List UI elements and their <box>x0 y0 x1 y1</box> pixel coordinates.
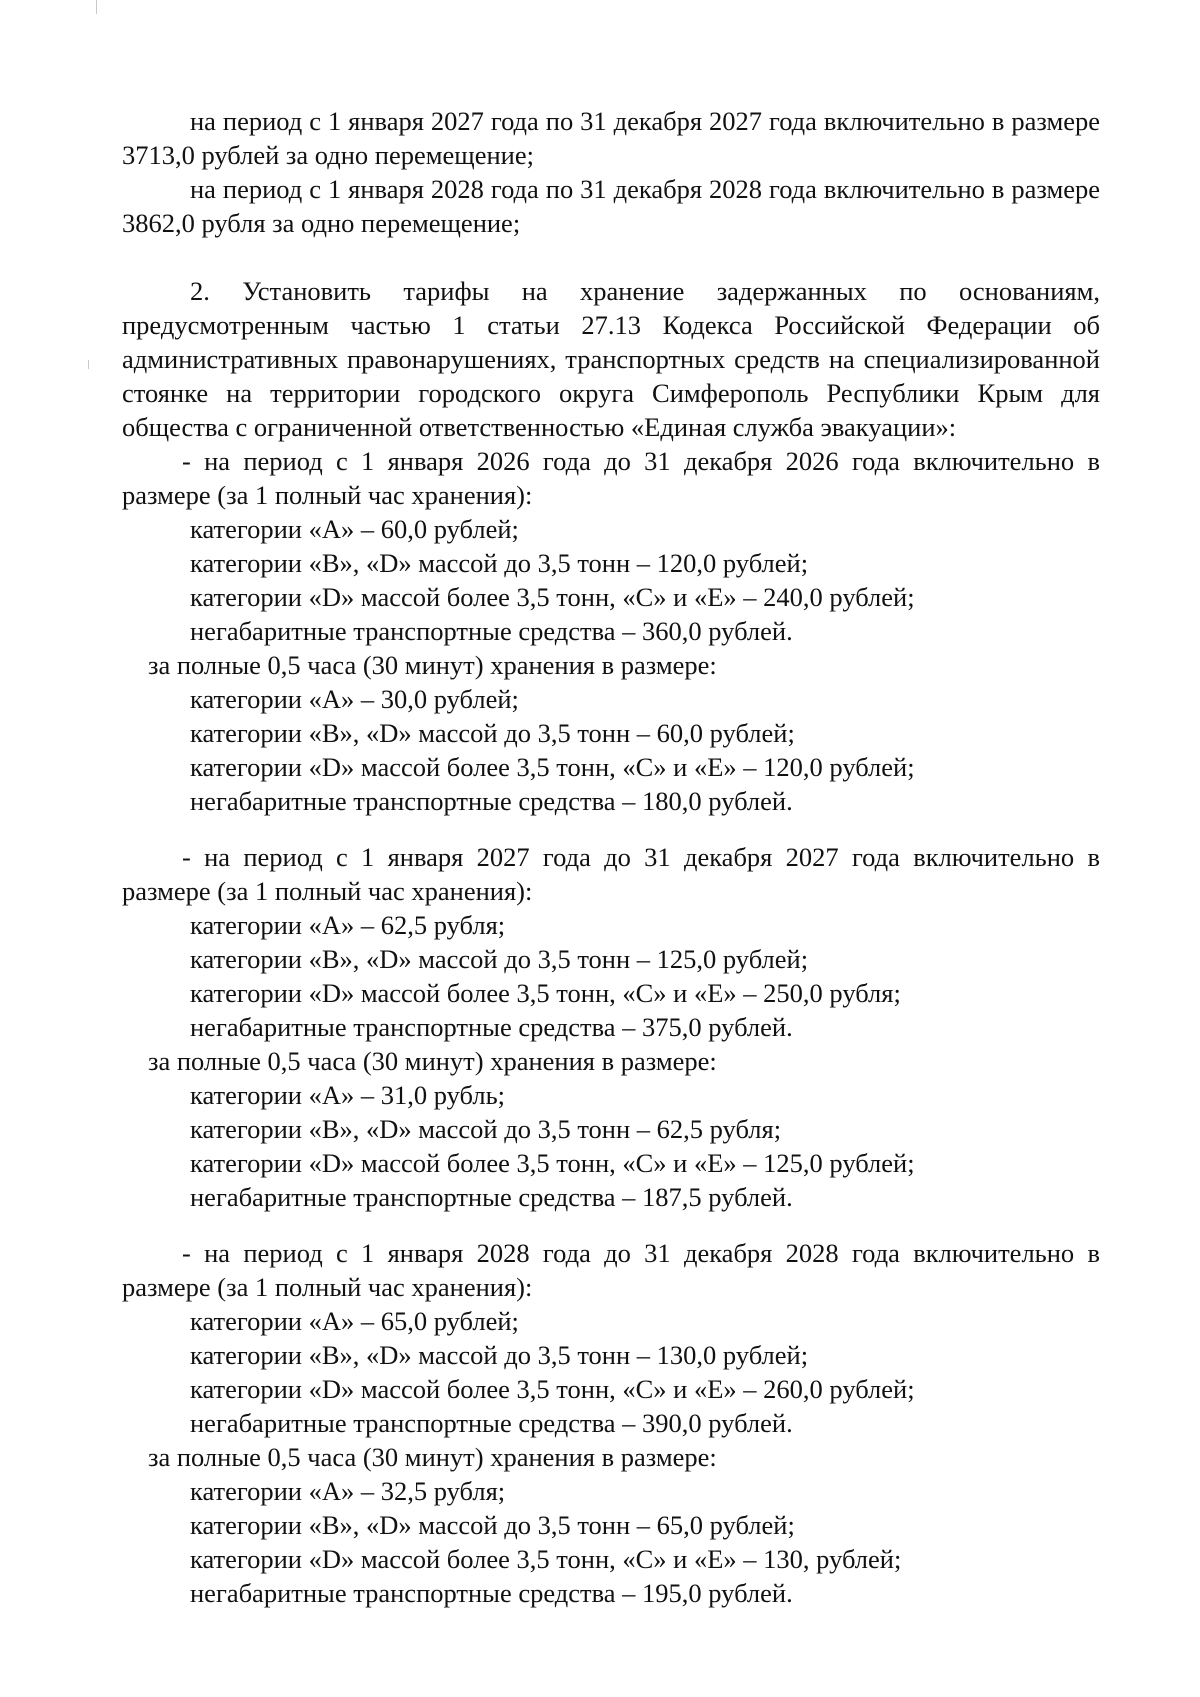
tariff-item: негабаритные транспортные средства – 390,0 рублей. <box>190 1408 793 1438</box>
tariff-item: категории «В», «D» массой до 3,5 тонн – 62,5 рубля; <box>190 1114 782 1144</box>
tariff-item: категории «А» – 32,5 рубля; <box>190 1476 506 1506</box>
tariff-item: категории «В», «D» массой до 3,5 тонн – 120,0 рублей; <box>190 548 809 578</box>
tariff-item: категории «А» – 65,0 рублей; <box>190 1306 519 1336</box>
tariff-item: категории «В», «D» массой до 3,5 тонн – 125,0 рублей; <box>190 944 809 974</box>
tariff-item: категории «А» – 31,0 рубль; <box>190 1080 506 1110</box>
tariff-item: категории «D» массой более 3,5 тонн, «С» и «Е» – 250,0 рубля; <box>190 978 901 1008</box>
tariff-item: категории «D» массой более 3,5 тонн, «С» и «Е» – 130, рублей; <box>190 1544 902 1574</box>
half-hour-heading: за полные 0,5 часа (30 минут) хранения в размере: <box>148 1046 717 1076</box>
tariff-item: негабаритные транспортные средства – 195,0 рублей. <box>190 1578 793 1608</box>
tariff-item: категории «D» массой более 3,5 тонн, «С» и «Е» – 125,0 рублей; <box>190 1148 915 1178</box>
tariff-item: категории «В», «D» массой до 3,5 тонн – 65,0 рублей; <box>190 1510 795 1540</box>
period-block-2028 <box>122 1236 1100 1610</box>
half-hour-heading: за полные 0,5 часа (30 минут) хранения в размере: <box>148 650 717 680</box>
tariff-item: категории «D» массой более 3,5 тонн, «С» и «Е» – 120,0 рублей; <box>190 752 915 782</box>
tariff-item: негабаритные транспортные средства – 187,5 рублей. <box>190 1182 793 1212</box>
scan-edge-mark <box>96 0 97 14</box>
tariff-item: негабаритные транспортные средства – 360,0 рублей. <box>190 616 793 646</box>
period-block-2027 <box>122 840 1100 1214</box>
half-hour-heading: за полные 0,5 часа (30 минут) хранения в размере: <box>148 1442 717 1472</box>
tariff-item: категории «В», «D» массой до 3,5 тонн – 60,0 рублей; <box>190 718 795 748</box>
tariff-item: категории «А» – 62,5 рубля; <box>190 910 506 940</box>
tariff-item: негабаритные транспортные средства – 180,0 рублей. <box>190 786 793 816</box>
tariff-item: категории «А» – 30,0 рублей; <box>190 684 519 714</box>
tariff-paragraph-2028: на период с 1 января 2028 года по 31 декабря 2028 года включительно в размере 3862,0 рубля за одно перемещение; <box>122 174 1100 238</box>
tariff-paragraph-2027: на период с 1 января 2027 года по 31 декабря 2027 года включительно в размере 3713,0 рублей за одно перемещение; <box>122 106 1100 170</box>
period-heading: - на период с 1 января 2028 года до 31 декабря 2028 года включительно в размере (за 1 полный час хранения): <box>122 1238 1100 1302</box>
clause-2-paragraph: 2. Установить тарифы на хранение задержанных по основаниям, предусмотренным частью 1 статьи 27.13 Кодекса Российской Федерации об административных правонарушениях, транспортных средств на специализированной стоянке на территории городского округа Симферополь Республики Крым для общества с ограниченной ответственностью «Единая служба эвакуации»: <box>122 276 1100 442</box>
tariff-item: категории «В», «D» массой до 3,5 тонн – 130,0 рублей; <box>190 1340 809 1370</box>
tariff-item: категории «D» массой более 3,5 тонн, «С» и «Е» – 240,0 рублей; <box>190 582 915 612</box>
scan-edge-mark <box>88 360 89 369</box>
tariff-item: категории «D» массой более 3,5 тонн, «С» и «Е» – 260,0 рублей; <box>190 1374 915 1404</box>
period-block-2026 <box>122 444 1100 818</box>
tariff-item: негабаритные транспортные средства – 375,0 рублей. <box>190 1012 793 1042</box>
tariff-item: категории «А» – 60,0 рублей; <box>190 514 519 544</box>
document-body <box>122 104 1100 1610</box>
period-heading: - на период с 1 января 2026 года до 31 декабря 2026 года включительно в размере (за 1 полный час хранения): <box>122 446 1100 510</box>
period-heading: - на период с 1 января 2027 года до 31 декабря 2027 года включительно в размере (за 1 полный час хранения): <box>122 842 1100 906</box>
